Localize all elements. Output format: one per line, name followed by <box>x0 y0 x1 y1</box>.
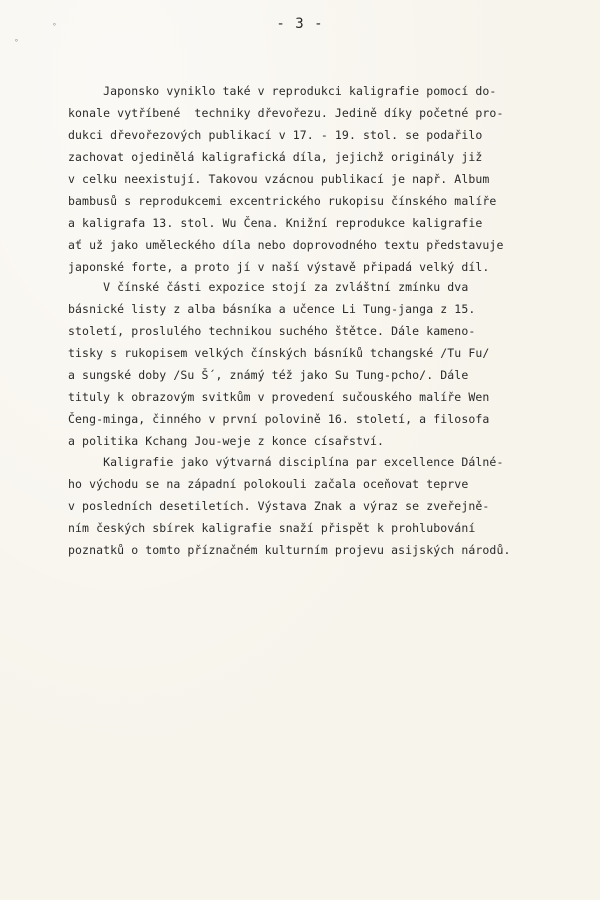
text-line: konale vytříbené techniky dřevořezu. Jedině díky početné pro- <box>68 106 504 120</box>
text-line: tituly k obrazovým svitkům v provedení sučouského malíře Wen <box>68 390 490 404</box>
page-number: - 3 - <box>276 16 324 32</box>
paragraph-chinese-exposition <box>68 276 588 452</box>
text-line: bambusů s reprodukcemi excentrického rukopisu čínského malíře <box>68 194 497 208</box>
text-line: básnické listy z alba básníka a učence Li Tung-janga z 15. <box>68 302 476 316</box>
text-line: století, proslulého technikou suchého štětce. Dále kameno- <box>68 324 476 338</box>
paper-speck: ° <box>14 38 19 47</box>
text-line: poznatků o tomto příznačném kulturním projevu asijských národů. <box>68 543 511 557</box>
text-line: tisky s rukopisem velkých čínských básníků tchangské /Tu Fu/ <box>68 346 490 360</box>
text-line: V čínské části expozice stojí za zvláštní zmínku dva <box>68 280 469 294</box>
text-line: zachovat ojedinělá kaligrafická díla, jejichž originály již <box>68 150 483 164</box>
text-line: v celku neexistují. Takovou vzácnou publikací je např. Album <box>68 172 490 186</box>
text-line: a kaligrafa 13. stol. Wu Čena. Knižní reprodukce kaligrafie <box>68 216 483 230</box>
text-line: Čeng-minga, činného v první polovině 16. století, a filosofa <box>68 412 490 426</box>
paper-speck: ° <box>52 22 57 31</box>
text-line: v posledních desetiletích. Výstava Znak a výraz se zveřejně- <box>68 499 490 513</box>
text-line: japonské forte, a proto jí v naší výstavě připadá velký díl. <box>68 260 490 274</box>
text-line: ním českých sbírek kaligrafie snaží přispět k prohlubování <box>68 521 476 535</box>
text-line: Japonsko vyniklo také v reprodukci kaligrafie pomocí do- <box>68 84 497 98</box>
text-line: a sungské doby /Su Š´, známý též jako Su Tung-pcho/. Dále <box>68 368 469 382</box>
paragraph-japanese-calligraphy <box>68 80 588 278</box>
text-line: a politika Kchang Jou-weje z konce císařství. <box>68 434 385 448</box>
paragraph-conclusion <box>68 451 588 561</box>
text-line: dukci dřevořezových publikací v 17. - 19. stol. se podařilo <box>68 128 483 142</box>
text-line: ať už jako uměleckého díla nebo doprovodného textu představuje <box>68 238 504 252</box>
text-line: Kaligrafie jako výtvarná disciplína par excellence Dálné- <box>68 455 504 469</box>
text-line: ho východu se na západní polokouli začala oceňovat teprve <box>68 477 469 491</box>
